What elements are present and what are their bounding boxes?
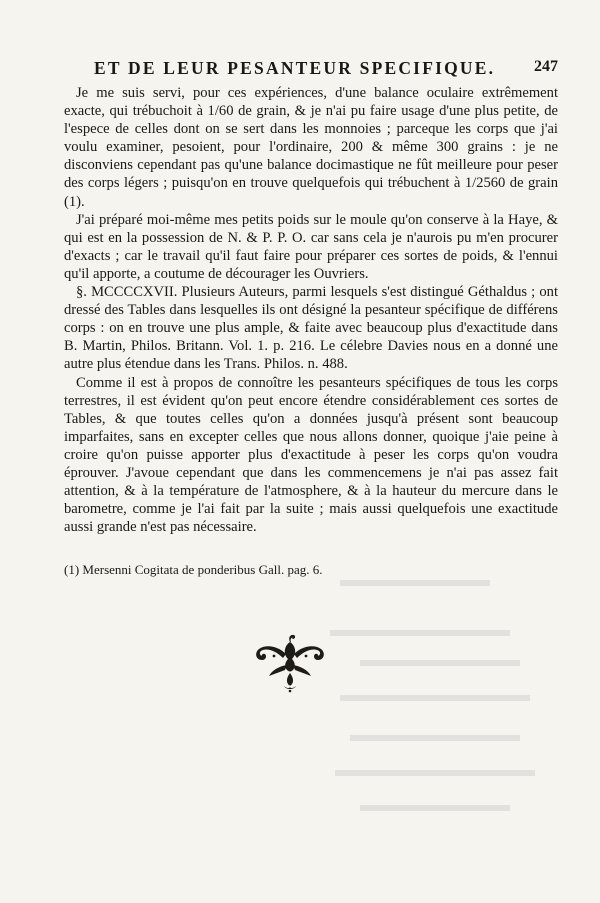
paragraph-specific-weights: Comme il est à propos de connoître les pesanteurs spécifiques de tous les corps terrestres, il est évident qu'on peut encore étendre considérablement ces sortes de Tables, & que toutes celles qu'on a données jusqu'à présent sont beaucoup imparfaites, sans en excepter celles que nous allons donner, quoique j'aie peine à croire qu'on puisse apporter plus d'exactitude à peser les corps qu'on voudra éprouver. J'avoue cependant que dans les commencemens je n'ai pas assez fait attention, & à la température de l'atmosphere, & à la hauteur du mercure dans le barometre, comme je l'ai fait par la suite ; mais aussi quelquefois une exactitude aussi grande n'est pas nécessaire. [64, 374, 558, 536]
footnote: (1) Mersenni Cogitata de ponderibus Gall. pag. 6. [64, 562, 323, 578]
printers-fleuron-ornament-icon [250, 632, 330, 694]
body-text [64, 84, 558, 578]
show-through-shadow [320, 560, 550, 860]
paragraph-section-1417: §. MCCCCXVII. Plusieurs Auteurs, parmi lesquels s'est distingué Géthaldus ; ont dressé des Tables dans lesquelles ils ont désigné la pesanteur spécifique de différens corps : on en trouve une plus ample, & faite avec beaucoup plus d'exactitude dans B. Martin, Philos. Britann. Vol. 1. p. 216. Le célebre Davies nous en a donné une autre plus étendue dans les Trans. Philos. n. 488. [64, 284, 558, 373]
paragraph-weights: J'ai préparé moi-même mes petits poids sur le moule qu'on conserve à la Haye, & qui est en la possession de N. & P. P. O. car sans cela je n'aurois pu m'en procurer d'exacts ; car le travail qu'il faut faire pour préparer ces sortes de poids, & l'ennui qu'il apporte, a coutume de décourager les Ouvriers. [64, 211, 558, 282]
page-header [64, 58, 558, 80]
running-title: ET DE LEUR PESANTEUR SPECIFIQUE. [94, 58, 496, 78]
page-number: 247 [534, 58, 558, 75]
paragraph-balance: Je me suis servi, pour ces expériences, d'une balance oculaire extrêmement exacte, qui trébuchoit à 1/60 de grain, & je n'ai pu faire usage d'une plus petite, de l'espece de celles dont on se sert dans les monnoies ; parceque les corps que j'ai voulu examiner, pesoient, pour l'ordinaire, 200 & même 300 grains : je ne disconviens cependant pas qu'une balance docimastique ne fût meilleure pour peser des corps légers ; puisqu'on en trouve quelquefois qui trébuchent à 1/2560 de grain (1). [64, 85, 558, 210]
